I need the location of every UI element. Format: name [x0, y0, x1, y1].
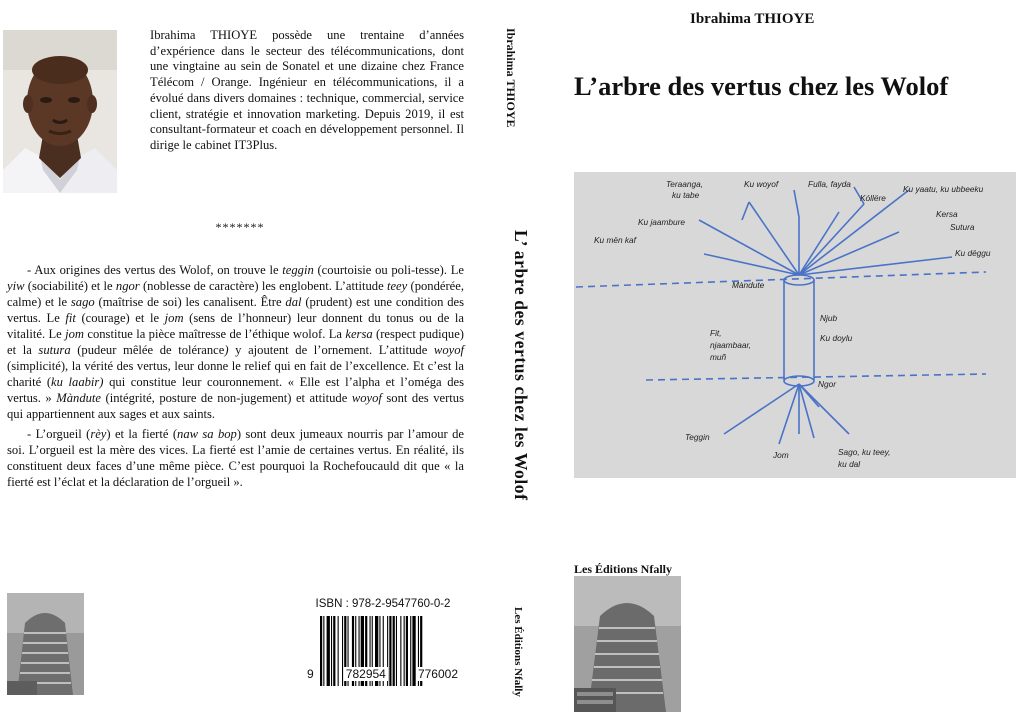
label-fit: Fit,: [710, 328, 722, 338]
italic-term: woyof: [351, 391, 382, 405]
text-segment: (maîtrise de soi) les canalisent. Être: [94, 295, 286, 309]
italic-term: ku laabir): [51, 375, 104, 389]
barcode-digit-prefix: 9: [307, 667, 314, 681]
label-ngor: Ngor: [818, 379, 836, 389]
isbn-label: ISBN : 978-2-9547760-0-2: [315, 598, 451, 610]
italic-term: rèy: [90, 427, 107, 441]
italic-term: jom: [65, 327, 85, 341]
text-segment: (intégrité, posture de non-jugement) et attitude: [101, 391, 352, 405]
spine-publisher: Les Éditions Nfally: [512, 607, 524, 697]
label-kersa: Kersa: [936, 209, 958, 219]
text-segment: sont des vertus qui appartiennent aux sages et aux saints.: [7, 391, 464, 421]
text-segment: (sociabilité) et le: [24, 279, 116, 293]
author-bio: Ibrahima THIOYE possède une trentaine d’années d’expérience dans le secteur des télécommunications, dont une vingtaine au sein de Sonatel et une dizaine chez France Télécom / Orange. Ingénieur en télécommunications, il a évolué dans divers domaines : technique, commercial, service client, stratégie et innovation marketing. Depuis 2019, il est consultant-formateur et coach en développement personnel. Il dirige le cabinet IT3Plus.: [150, 28, 464, 152]
front-publisher: Les Éditions Nfally: [574, 562, 673, 576]
label-fulla-fayda: Fulla, fayda: [808, 179, 851, 189]
italic-term: ): [224, 343, 229, 357]
italic-term: fit: [65, 311, 76, 325]
back-cover-text: [7, 262, 464, 494]
text-segment: y ajoutent de l’ornement. L’attitude: [228, 343, 434, 357]
label-mandute: Màndute: [732, 280, 765, 290]
italic-term: jom: [164, 311, 184, 325]
label-teggin: Teggin: [685, 432, 710, 442]
barcode-digits: [305, 667, 460, 681]
label-ku-yaatu: Ku yaatu, ku ubbeeku: [903, 184, 984, 194]
barcode-digit-left: 782954: [345, 667, 386, 681]
label-teraanga: Teraanga,: [666, 179, 704, 189]
italic-term: dal: [285, 295, 302, 309]
italic-term: kersa: [345, 327, 373, 341]
paragraph-pride: [7, 426, 464, 490]
text-segment: - Aux origines des vertus des Wolof, on trouve le: [27, 263, 283, 277]
label-ku-tabe: ku tabe: [672, 190, 700, 200]
text-segment: (pondérée, calme) et le: [7, 279, 464, 309]
label-mun: muñ: [710, 352, 727, 362]
text-segment: (courtoisie ou poli-tesse). Le: [313, 263, 464, 277]
text-segment: (sens de l’honneur) leur donnent du tonus ou de la vitalité. Le: [7, 311, 464, 341]
cover-thumbnail-back: [7, 593, 84, 695]
label-ku-doylu: Ku doylu: [820, 333, 853, 343]
spine-author: Ibrahima THIOYE: [504, 28, 518, 128]
label-ku-jaambure: Ku jaambure: [638, 217, 686, 227]
text-segment: (courage) et le: [75, 311, 165, 325]
label-ku-dal: ku dal: [838, 459, 861, 469]
cover-image-front: [574, 576, 681, 712]
label-ku-men-kaf: Ku mën kaf: [594, 235, 636, 245]
front-title: L’arbre des vertus chez les Wolof: [574, 71, 949, 101]
label-ku-deggu: Ku dëggu: [955, 248, 991, 258]
text-segment: (noblesse de caractère) les englobent. L’attitude: [139, 279, 387, 293]
italic-term: ngor: [115, 279, 140, 293]
italic-term: woyof: [433, 343, 465, 357]
text-segment: ) et la fierté (: [106, 427, 178, 441]
barcode-digit-right: 776002: [417, 667, 458, 681]
text-segment: qui constitue leur couronnement. « Elle est l’alpha et l’oméga des vertus. »: [7, 375, 464, 405]
label-kollere: Kóllëre: [860, 193, 886, 203]
text-segment: (respect pudique) et la: [7, 327, 464, 357]
text-segment: (simplicité), la vérité des vertus, leur donne le relief qui en fait de l’excellence. Et c’est la charité (: [7, 359, 464, 389]
back-cover: [0, 0, 490, 719]
author-photo: [3, 30, 117, 193]
text-segment: - L’orgueil (: [27, 427, 91, 441]
front-author: Ibrahima THIOYE: [690, 11, 815, 27]
label-njaambaar: njaambaar,: [710, 340, 752, 350]
virtue-tree-figure: [574, 172, 1016, 478]
text-segment: constitue la pièce maîtresse de l’éthique wolof. La: [84, 327, 346, 341]
label-njub: Njub: [820, 313, 838, 323]
text-segment: (prudent) est une condition des vertus. Le: [7, 295, 464, 325]
italic-term: Màndute: [56, 391, 102, 405]
text-segment: (pudeur mêlée de tolérance: [70, 343, 225, 357]
label-sutura: Sutura: [950, 222, 975, 232]
italic-term: naw sa bop: [177, 427, 237, 441]
label-sago: Sago, ku teey,: [838, 447, 891, 457]
italic-term: sago: [70, 295, 95, 309]
text-segment: ) sont deux jumeaux nourris par l’amour de soi. L’orgueil est la mère des vices. La fierté est l’amie de certaines vertus. En réalité, ils constituent deux faces d’une même pièce. C’est pourquoi la Rochefoucauld dit que « la fierté est l’éclat et la déclaration de l’orgueil ».: [7, 427, 464, 489]
italic-term: sutura: [38, 343, 71, 357]
italic-term: teggin: [282, 263, 314, 277]
label-ku-woyof: Ku woyof: [744, 179, 779, 189]
tree-labels: [594, 179, 991, 469]
italic-term: teey: [386, 279, 408, 293]
spine-title: L’ arbre des vertus chez les Wolof: [511, 230, 531, 501]
italic-term: yiw: [7, 279, 25, 293]
separator: *******: [215, 220, 265, 234]
paragraph-virtues: [7, 262, 464, 422]
label-jom: Jom: [773, 450, 789, 460]
